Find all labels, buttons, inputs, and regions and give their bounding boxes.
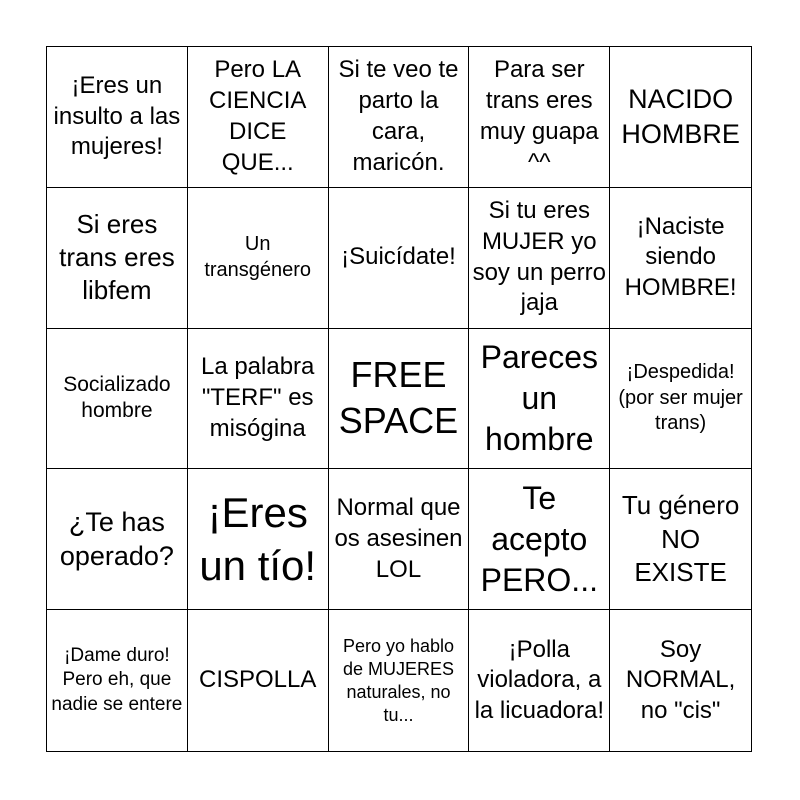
bingo-board (46, 46, 752, 752)
bingo-cell[interactable] (188, 188, 329, 329)
bingo-cell[interactable] (329, 610, 470, 751)
bingo-cell[interactable] (329, 469, 470, 610)
bingo-cell-text: Normal que os asesinen LOL (334, 494, 463, 583)
bingo-cell-text: ¡Polla violadora, a la licuadora! (474, 635, 604, 724)
bingo-cell-text: Tu género NO EXISTE (621, 490, 740, 587)
bingo-cell-text: Socializado hombre (63, 372, 171, 423)
bingo-cell-text: Pareces un hombre (480, 339, 598, 457)
bingo-cell-text: FREE SPACE (338, 354, 459, 442)
bingo-cell[interactable] (469, 469, 610, 610)
bingo-cell[interactable] (188, 610, 329, 751)
bingo-cell[interactable] (469, 47, 610, 188)
bingo-cell[interactable] (47, 469, 188, 610)
bingo-cell[interactable] (610, 610, 751, 751)
bingo-cell-text: ¡Dame duro! Pero eh, que nadie se entere (51, 645, 183, 715)
bingo-cell-text: Si tu eres MUJER yo soy un perro jaja (472, 197, 606, 317)
bingo-cell-text: NACIDO HOMBRE (621, 84, 740, 149)
bingo-cell-text: Pero yo hablo de MUJERES naturales, no tu... (342, 635, 455, 725)
bingo-cell[interactable] (188, 47, 329, 188)
bingo-cell[interactable] (47, 610, 188, 751)
bingo-cell-text: Si te veo te parto la cara, maricón. (338, 56, 459, 176)
bingo-cell-text: ¡Despedida! (por ser mujer trans) (618, 361, 743, 435)
bingo-cell-text: Para ser trans eres muy guapa ^^ (479, 56, 599, 176)
bingo-cell-text: Te acepto PERO... (480, 479, 598, 598)
bingo-cell[interactable] (610, 188, 751, 329)
bingo-cell[interactable] (329, 329, 470, 470)
bingo-cell[interactable] (469, 610, 610, 751)
bingo-cell-text: ¡Naciste siendo HOMBRE! (624, 212, 737, 302)
bingo-cell[interactable] (610, 329, 751, 470)
bingo-cell-text: CISPOLLA (199, 666, 317, 694)
bingo-cell[interactable] (329, 188, 470, 329)
bingo-cell[interactable] (610, 47, 751, 188)
bingo-cell[interactable] (188, 329, 329, 470)
bingo-cell-text: La palabra "TERF" es misógina (200, 353, 315, 442)
bingo-cell-text: ¡Eres un insulto a las mujeres! (53, 71, 181, 161)
bingo-cell-text: ¿Te has operado? (59, 506, 174, 572)
bingo-cell[interactable] (47, 188, 188, 329)
bingo-cell[interactable] (47, 329, 188, 470)
bingo-cell-text: Un transgénero (204, 233, 312, 281)
bingo-cell-text: Pero LA CIENCIA DICE QUE... (209, 56, 307, 176)
bingo-cell[interactable] (469, 329, 610, 470)
bingo-cell[interactable] (47, 47, 188, 188)
bingo-cell[interactable] (610, 469, 751, 610)
bingo-cell-text: ¡Eres un tío! (199, 488, 317, 590)
bingo-cell-text: ¡Suicídate! (341, 243, 456, 271)
bingo-cell-text: Soy NORMAL, no "cis" (625, 635, 736, 724)
bingo-cell[interactable] (188, 469, 329, 610)
bingo-cell[interactable] (329, 47, 470, 188)
bingo-cell[interactable] (469, 188, 610, 329)
bingo-cell-text: Si eres trans eres libfem (59, 208, 175, 306)
